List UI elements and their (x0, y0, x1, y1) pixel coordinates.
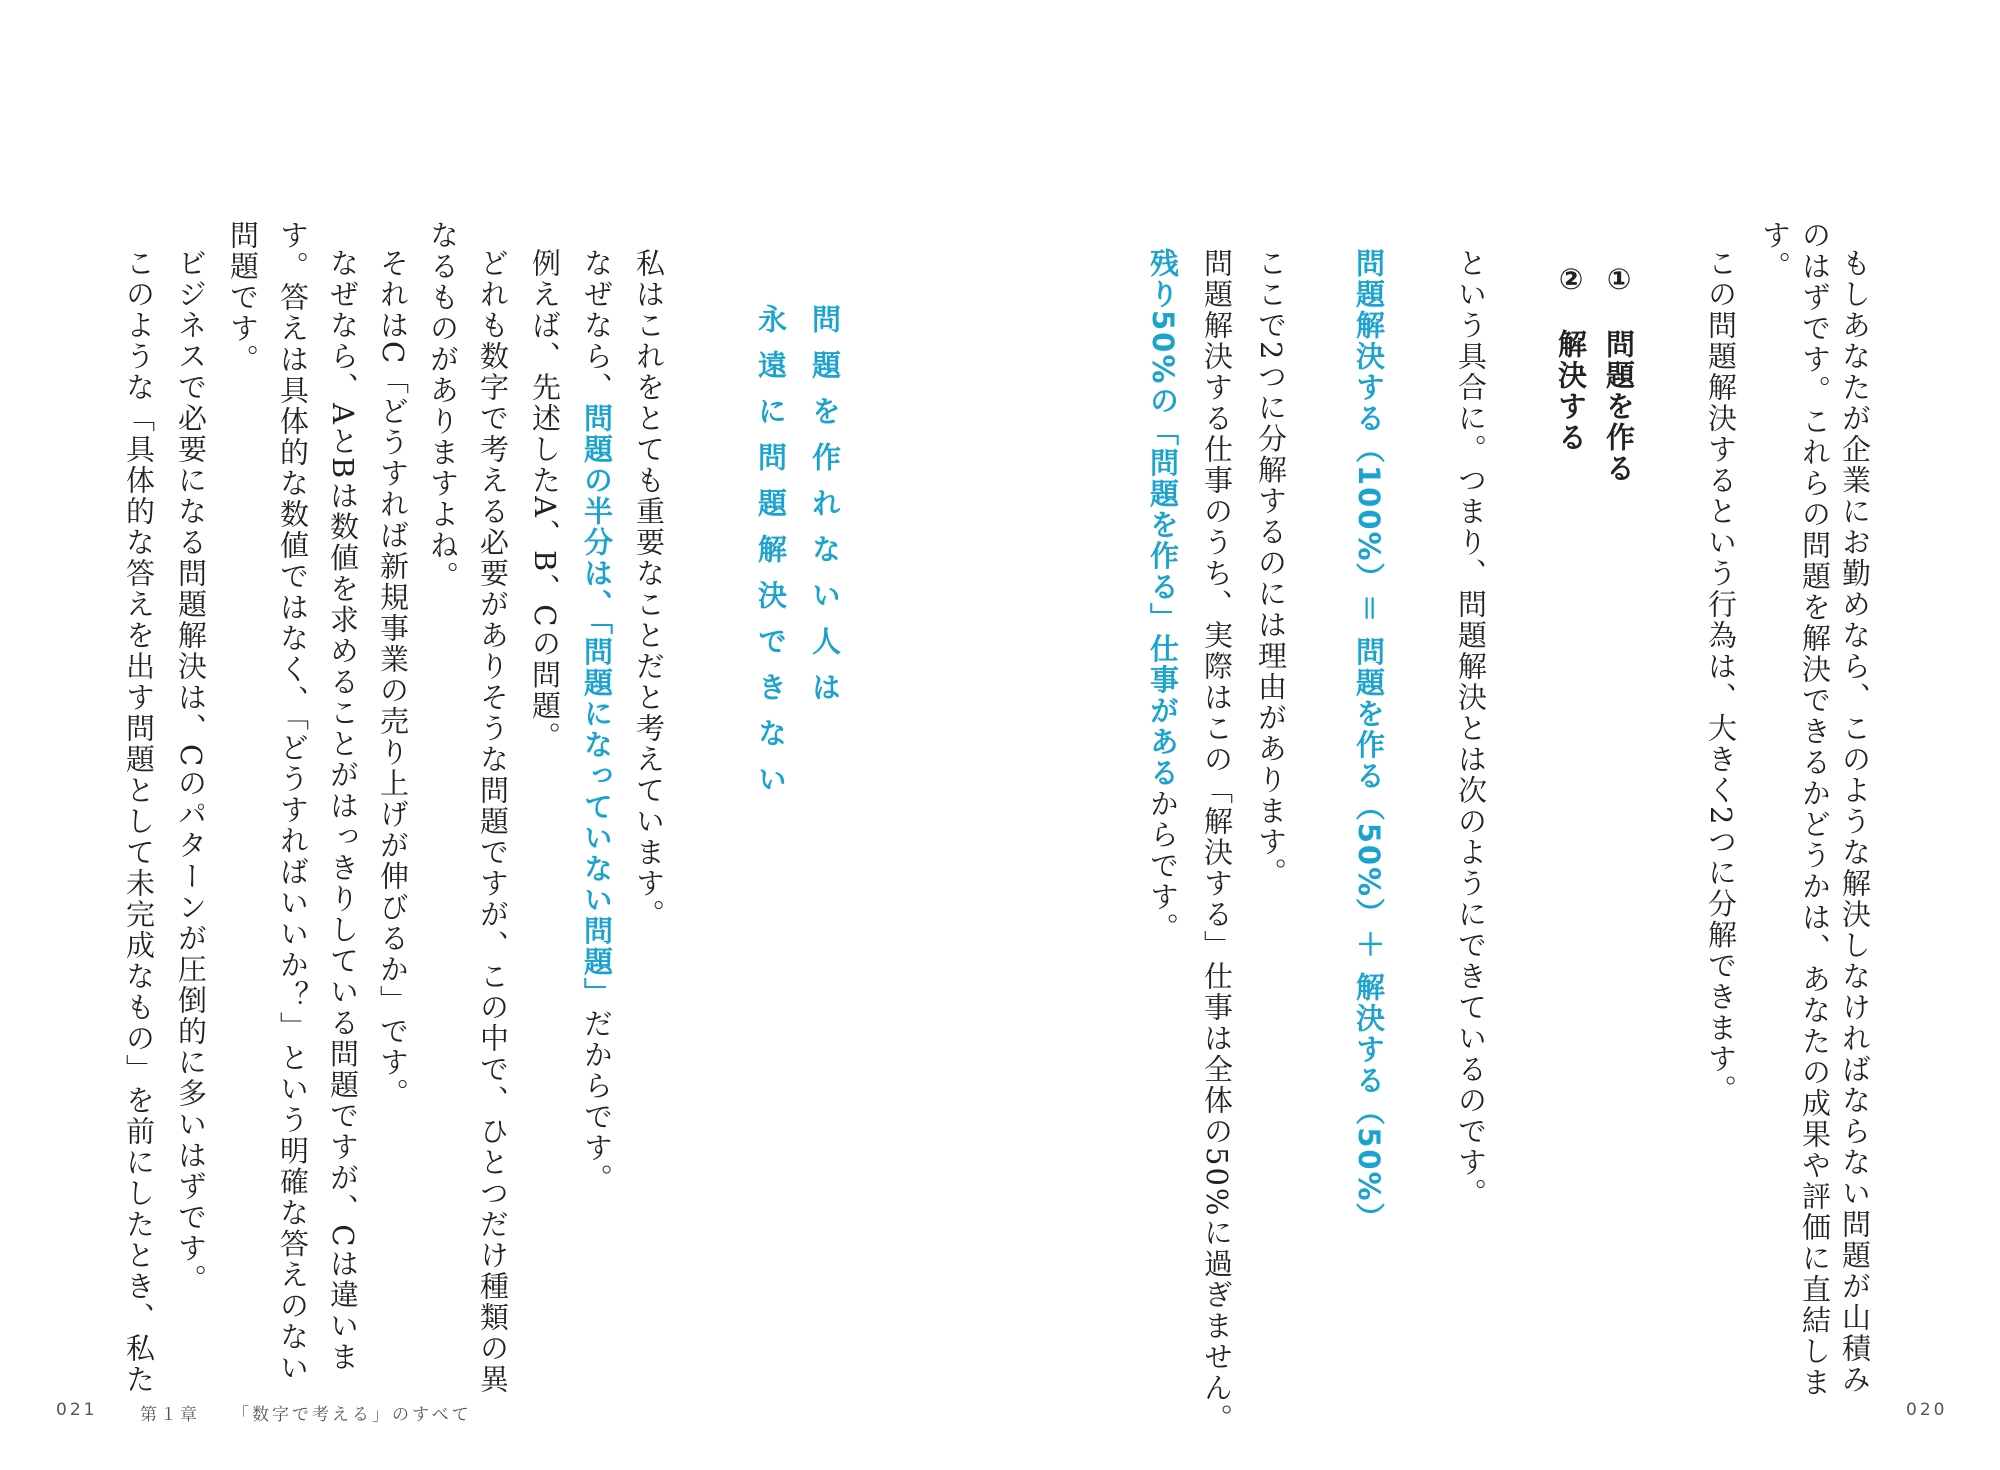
body-line: ここで2つに分解するのには理由があります。 (1254, 248, 1288, 889)
body-line: この問題解決するという行為は、大きく2つに分解できます。 (1704, 248, 1738, 1106)
body-line: のはずです。これらの問題を解決できるかどうかは、あなたの成果や評価に直結しま (1798, 220, 1832, 1398)
body-line: それはC「どうすれば新規事業の売り上げが伸びるか」です。 (376, 248, 410, 1110)
body-line: す。 (1758, 220, 1792, 282)
body-line-emphasis (1146, 248, 1180, 944)
body-line: 例えば、先述したA、B、Cの問題。 (528, 248, 562, 753)
body-line-emphasis (580, 248, 614, 1195)
body-line: 私はこれをとても重要なことだと考えています。 (632, 248, 666, 930)
section-heading-line1: 問題を作れない人は (808, 304, 842, 718)
body-line: 問題解決する仕事のうち、実際はこの「解決する」仕事は全体の50%に過ぎません。 (1200, 248, 1234, 1435)
section-heading-line2: 永遠に問題解決できない (754, 304, 788, 810)
body-line: このような「具体的な答えを出す問題として未完成なもの」を前にしたとき、私た (122, 248, 156, 1395)
body-line: どれも数字で考える必要がありそうな問題ですが、この中で、ひとつだけ種類の異 (476, 248, 510, 1395)
body-line: という具合に。つまり、問題解決とは次のようにできているのです。 (1454, 248, 1488, 1209)
plain-text: だからです。 (580, 1008, 614, 1195)
body-line: ビジネスで必要になる問題解決は、Cのパターンが圧倒的に多いはずです。 (174, 248, 208, 1296)
body-line: なぜなら、AとBは数値を求めることがはっきりしている問題ですが、Cは違いま (326, 248, 360, 1373)
page-number-right: 020 (1906, 1400, 1948, 1420)
emphasis-text: 残り50%の「問題を作る」仕事がある (1146, 248, 1180, 789)
running-title: 「数字で考える」のすべて (232, 1405, 472, 1425)
list-item-create-problem: ① 問題を作る (1602, 262, 1636, 484)
chapter-label: 第１章 (140, 1405, 200, 1425)
page-number-left: 021 (56, 1400, 98, 1420)
plain-text: なぜなら、 (580, 248, 614, 403)
body-line: もしあなたが企業にお勤めなら、このような解決しなければならない問題が山積み (1838, 248, 1872, 1395)
body-line: す。答えは具体的な数値ではなく、「どうすればいいか？」という明確な答えのない (276, 220, 310, 1384)
body-line: なるものがありますよね。 (426, 220, 460, 592)
emphasis-text: 問題の半分は、「問題になっていない問題」 (580, 403, 614, 1009)
plain-text: からです。 (1146, 788, 1180, 944)
body-line: 問題です。 (226, 220, 260, 375)
list-item-solve: ② 解決する (1554, 262, 1588, 453)
formula: 問題解決する（100%）＝ 問題を作る（50%）＋ 解決する（50%） (1352, 248, 1386, 1234)
